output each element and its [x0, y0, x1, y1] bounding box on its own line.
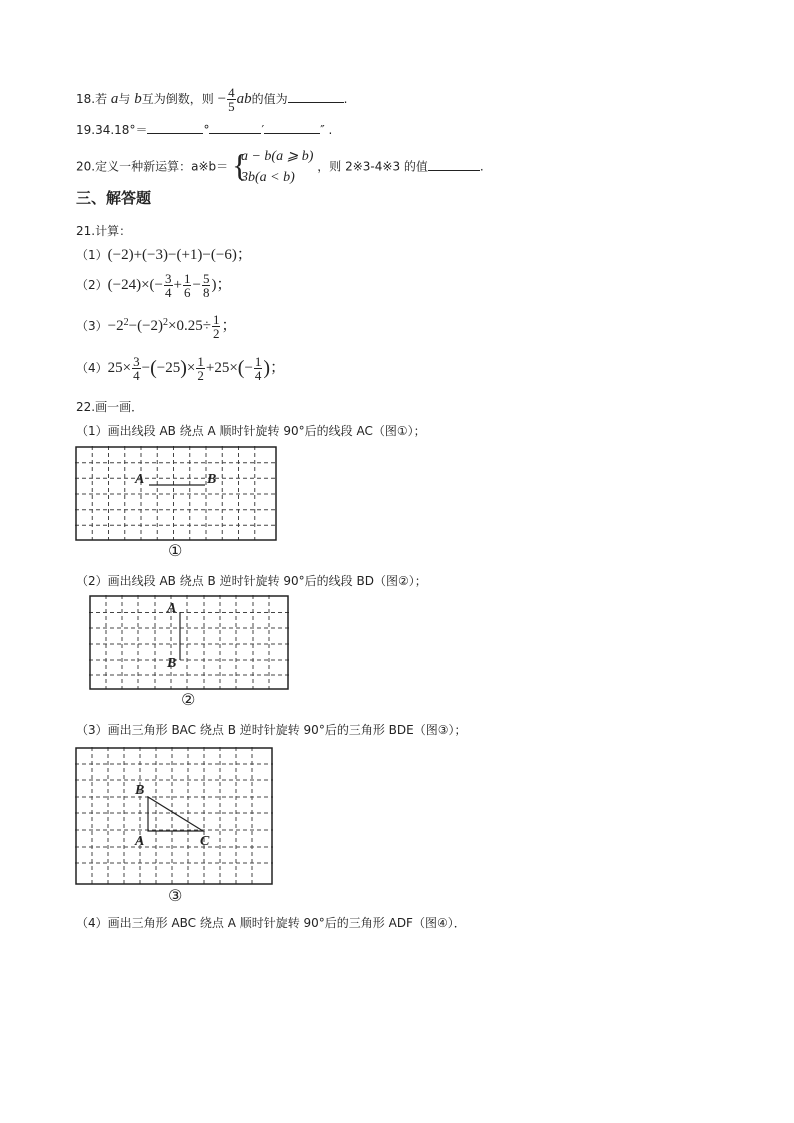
- piecewise-definition: { a − b(a ⩾ b) 3b(a < b): [232, 146, 314, 188]
- q22-part-3: （3）画出三角形 BAC 绕点 B 逆时针旋转 90°后的三角形 BDE（图③）；: [76, 723, 467, 737]
- fraction: $\frac{1}{2}$: [212, 312, 220, 341]
- fraction: $\frac{1}{6}$: [183, 271, 191, 300]
- q21-part-1: （1）(−2)+(−3)−(+1)−(−6)；: [76, 247, 252, 263]
- point-label-b: B: [135, 783, 145, 798]
- point-label-a: A: [167, 601, 177, 616]
- fraction: $\frac{1}{2}$: [197, 354, 204, 383]
- answer-blank[interactable]: [428, 158, 480, 171]
- figure-caption-1: ①: [168, 541, 183, 560]
- answer-blank-seconds[interactable]: [264, 121, 320, 134]
- q21-part-3: $(3)-2^2-(-2)^2\times 0.25\div$ $\frac{1}{2}$ ；: [76, 312, 237, 341]
- q21-part-4: （4）25× $\frac{3}{4}$ −(−25)× $\frac{1}{2}$ +25×(− $\frac{1}{4}$ )；: [76, 354, 286, 383]
- fraction: $\frac{3}{4}$: [133, 354, 140, 383]
- question-22-title: 22.画一画．: [76, 400, 144, 414]
- point-label-c: C: [200, 834, 210, 849]
- point-label-a: A: [135, 834, 145, 849]
- question-21-title: 21.计算：: [76, 224, 132, 238]
- question-20: 20.定义一种新运算：a※b＝ { a − b(a ⩾ b) 3b(a < b) ，则 2※3-4※3 的值 .: [76, 146, 484, 188]
- grid-figure-3[interactable]: [75, 747, 275, 887]
- q22-part-4: （4）画出三角形 ABC 绕点 A 顺时针旋转 90°后的三角形 ADF（图④）．: [76, 916, 466, 930]
- question-18: 18.若 a与 b互为倒数，则 − $\frac{4}{5}$ ab的值为 .: [76, 85, 348, 114]
- answer-blank-minutes[interactable]: [209, 121, 261, 134]
- question-19: 19.34.18°＝ ° ′ ″ .: [76, 123, 333, 137]
- section-heading: 三、解答题: [76, 189, 152, 207]
- q22-part-2: （2）画出线段 AB 绕点 B 逆时针旋转 90°后的线段 BD（图②）；: [76, 574, 427, 588]
- point-label-b: B: [167, 656, 177, 671]
- brace-icon: {: [231, 147, 248, 183]
- figure-caption-3: ③: [168, 886, 183, 905]
- answer-blank-degrees[interactable]: [147, 121, 203, 134]
- fraction: $\frac{3}{4}$: [165, 271, 172, 300]
- figure-caption-2: ②: [181, 690, 196, 709]
- fraction: $\frac{1}{4}$: [254, 354, 262, 383]
- q21-part-2: （2）(−24)×(− $\frac{3}{4}$ + $\frac{1}{6}$ − $\frac{5}{8}$ )；: [76, 271, 232, 300]
- point-label-b: B: [207, 472, 217, 487]
- grid-figure-1[interactable]: [75, 446, 279, 542]
- grid-figure-2[interactable]: [89, 595, 291, 691]
- q22-part-1: （1）画出线段 AB 绕点 A 顺时针旋转 90°后的线段 AC（图①）；: [76, 424, 426, 438]
- answer-blank[interactable]: [288, 90, 344, 103]
- fraction: $\frac{4}{5}$: [228, 85, 235, 114]
- fraction: $\frac{5}{8}$: [202, 271, 210, 300]
- point-label-a: A: [135, 472, 145, 487]
